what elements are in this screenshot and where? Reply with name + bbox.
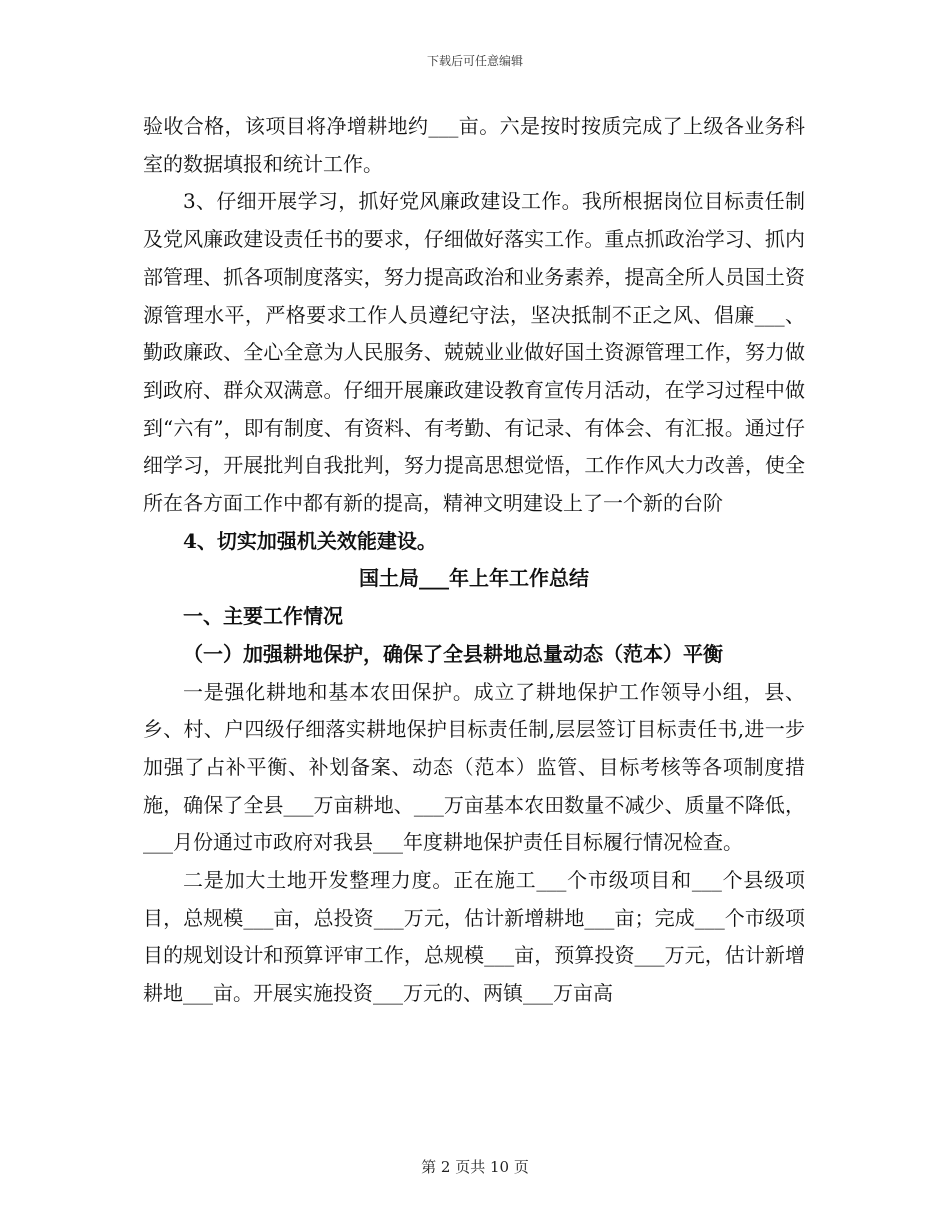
page-header: 下载后可任意编辑 (426, 54, 523, 68)
subsection-heading-farmland: （一）加强耕地保护，确保了全县耕地总量动态（范本）平衡 (183, 641, 723, 666)
page-footer: 第 2 页共 10 页 (421, 1158, 529, 1176)
document-title: 国土局___年上年工作总结 (359, 566, 589, 591)
paragraph-party-building: 3、仔细开展学习，抓好党风廉政建设工作。我所根据岗位目标责任制及党风廉政建设责任书的要求，仔细做好落实工作。重点抓政治学习、抓内部管理、抓各项制度落实，努力提高政治和业务素养，提高全所人员国土资源管理水平，严格要求工作人员遵纪守法，坚决抵制不正之风、倡廉___、勤政廉政、全心全意为人民服务、兢兢业业做好国土资源管理工作，努力做到政府、群众双满意。仔细开展廉政建设教育宣传月活动，在学习过程中做到“六有”，即有制度、有资料、有考勤、有记录、有体会、有汇报。通过仔细学习，开展批判自我批判，努力提高思想觉悟，工作作风大力改善，使全所在各方面工作中都有新的提高，精神文明建设上了一个新的台阶 (143, 189, 805, 516)
section-heading-main-work: 一、主要工作情况 (183, 604, 343, 629)
paragraph-continuation: 验收合格，该项目将净增耕地约___亩。六是按时按质完成了上级各业务科室的数据填报和统计工作。 (143, 114, 805, 176)
section-heading-efficiency: 4、切实加强机关效能建设。 (183, 528, 437, 553)
paragraph-farmland-protection: 一是强化耕地和基本农田保护。成立了耕地保护工作领导小组，县、乡、村、户四级仔细落实耕地保护目标责任制,层层签订目标责任书,进一步加强了占补平衡、补划备案、动态（范本）监管、目标考核等各项制度措施，确保了全县___万亩耕地、___万亩基本农田数量不减少、质量不降低，___月份通过市政府对我县___年度耕地保护责任目标履行情况检查。 (143, 679, 805, 855)
document-body (143, 108, 805, 1013)
paragraph-land-development: 二是加大土地开发整理力度。正在施工___个市级项目和___个县级项目，总规模___亩，总投资___万元，估计新增耕地___亩；完成___个市级项目的规划设计和预算评审工作，总规模___亩，预算投资___万元，估计新增耕地___亩。开展实施投资___万元的、两镇___万亩高 (143, 868, 805, 1006)
